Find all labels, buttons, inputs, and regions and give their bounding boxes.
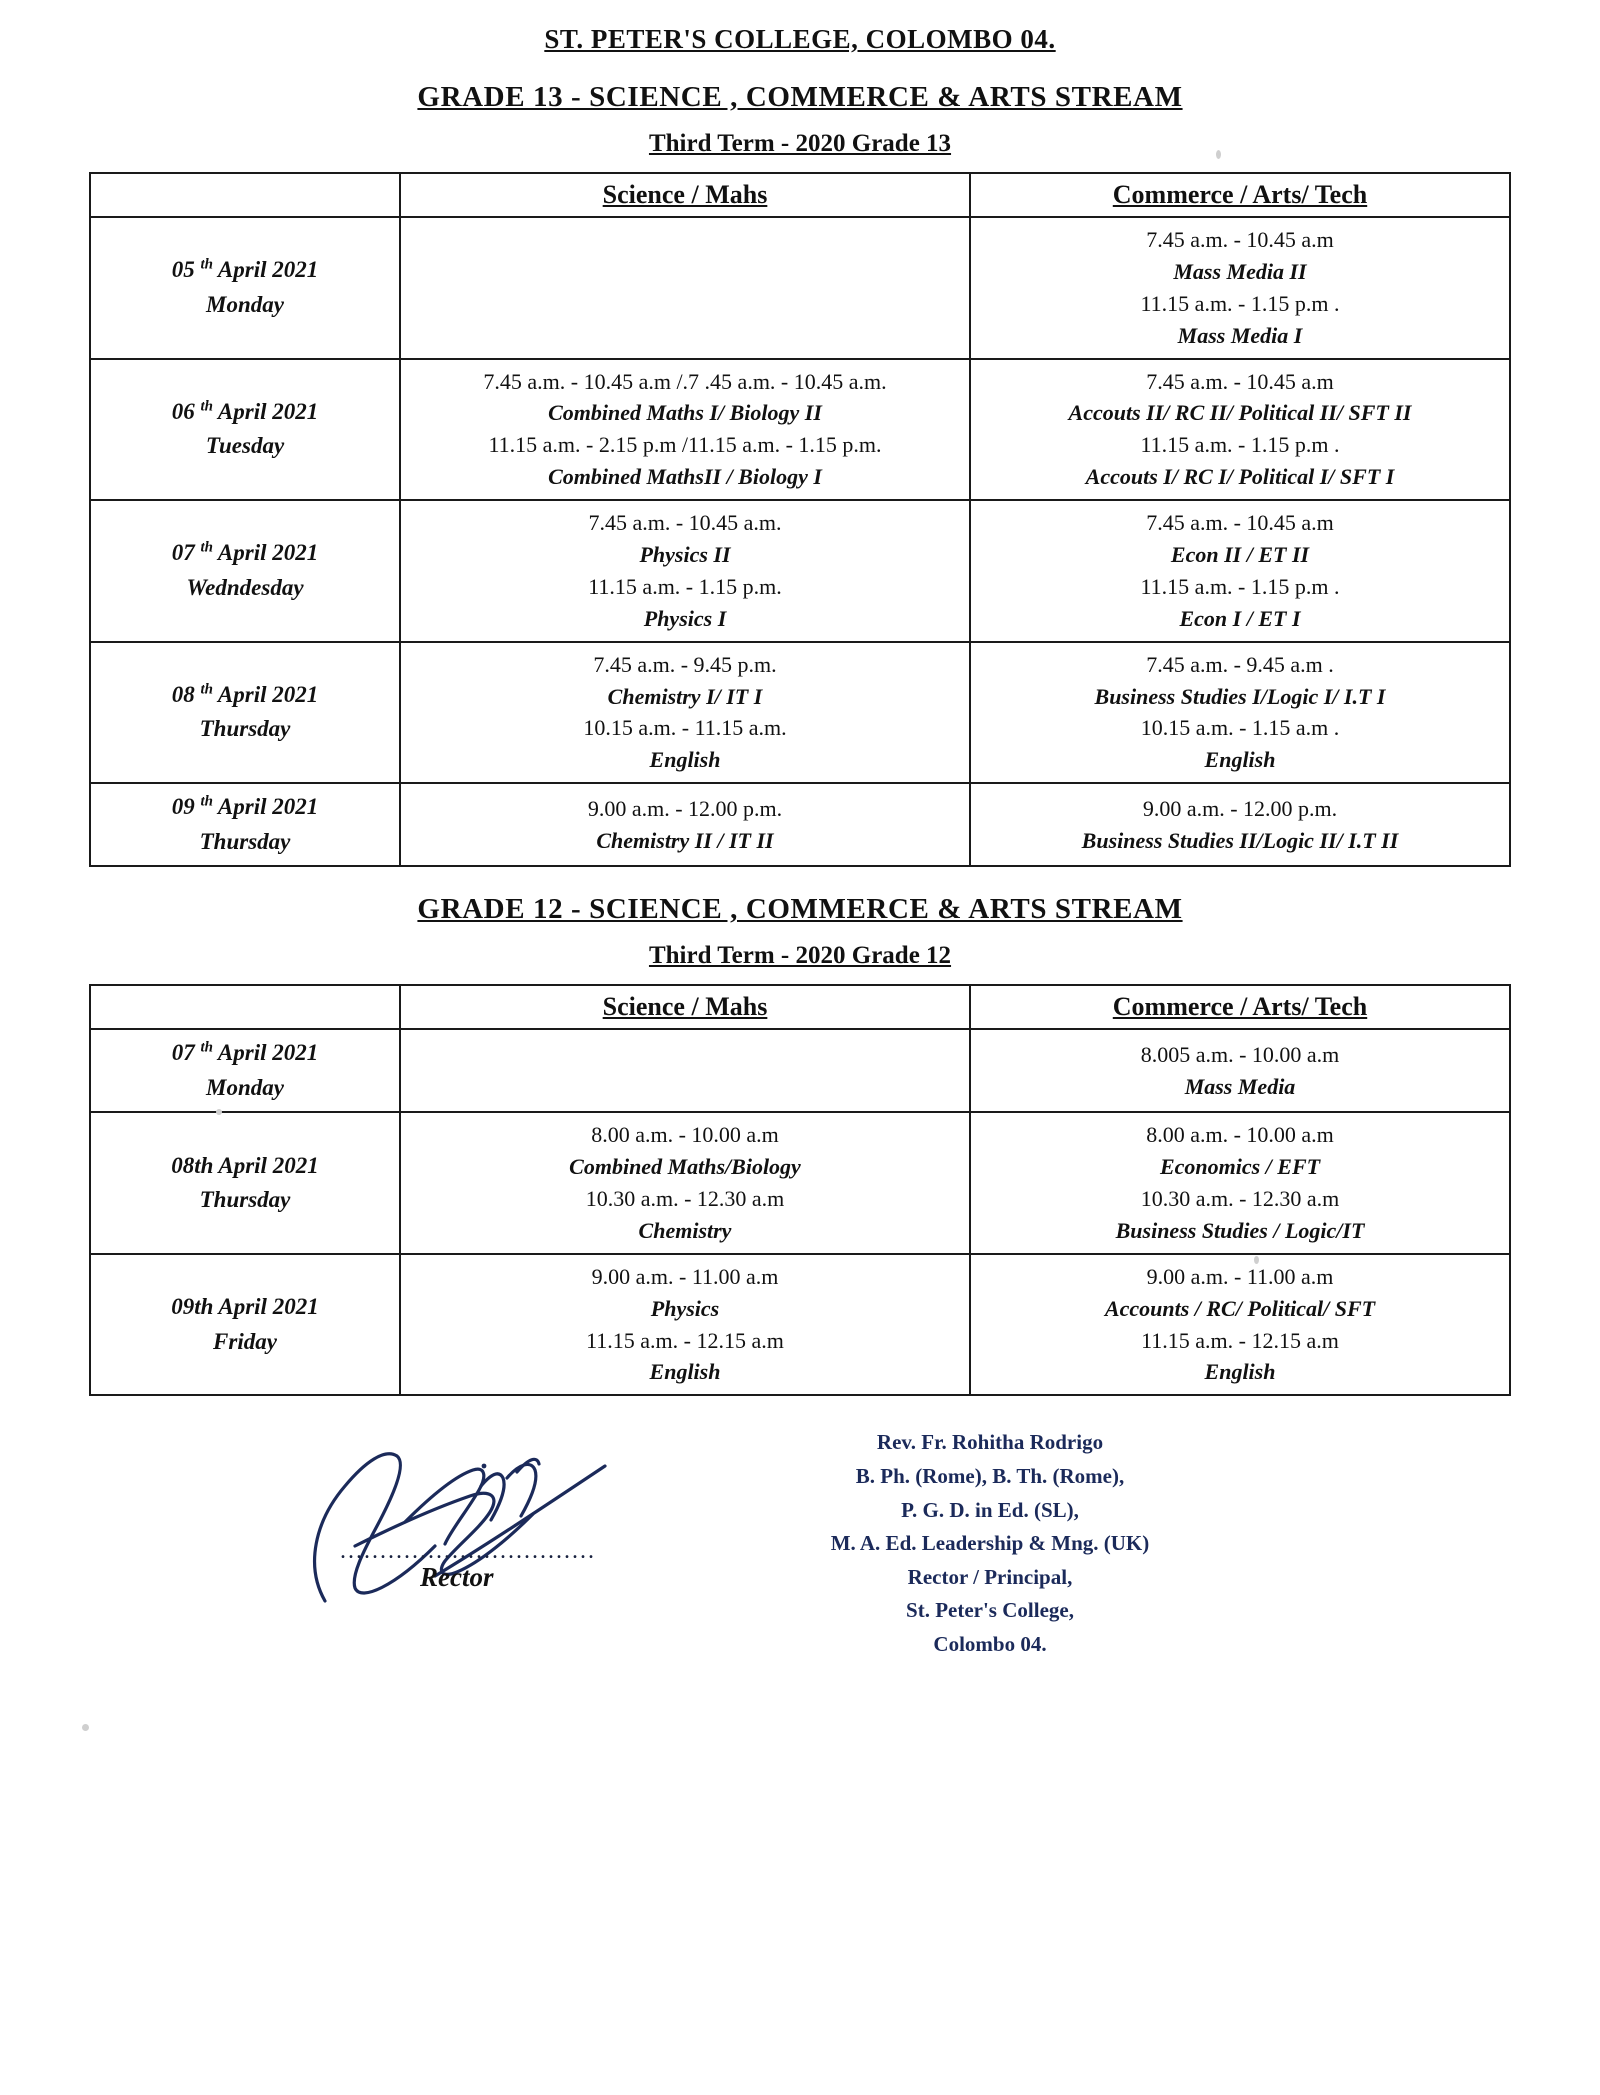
exam-subject: Business Studies II/Logic II/ I.T II xyxy=(1081,827,1399,853)
exam-time: 8.005 a.m. - 10.00 a.m xyxy=(1140,1041,1340,1067)
rector-detail-line: B. Ph. (Rome), B. Th. (Rome), xyxy=(855,1463,1125,1488)
page-speck xyxy=(1254,1256,1259,1264)
exam-date: 07 $^{th}$ April 2021 xyxy=(171,1039,319,1066)
exam-time: 7.45 a.m. - 9.45 p.m. xyxy=(593,651,777,677)
rector-detail-line: Rector / Principal, xyxy=(907,1564,1073,1589)
exam-subject: Business Studies I/Logic I/ I.T I xyxy=(1094,683,1386,709)
exam-weekday: Friday xyxy=(213,1328,277,1354)
rector-detail-line: Rev. Fr. Rohitha Rodrigo xyxy=(876,1430,1104,1455)
exam-time: 7.45 a.m. - 10.45 a.m xyxy=(1146,510,1334,536)
exam-time: 8.00 a.m. - 10.00 a.m xyxy=(1146,1122,1334,1148)
exam-weekday: Tuesday xyxy=(205,433,285,459)
exam-date: 07 $^{th}$ April 2021 xyxy=(171,539,319,566)
exam-slot xyxy=(400,500,970,642)
exam-subject: Physics xyxy=(650,1295,720,1321)
exam-date: 06 $^{th}$ April 2021 xyxy=(171,398,319,424)
exam-slot xyxy=(400,359,970,501)
exam-time: 11.15 a.m. - 1.15 p.m . xyxy=(1140,290,1340,316)
exam-subject: Accouts I/ RC I/ Political I/ SFT I xyxy=(1085,464,1395,490)
exam-slot xyxy=(970,1029,1510,1112)
exam-subject: Mass Media II xyxy=(1173,258,1307,284)
exam-time: 7.45 a.m. - 10.45 a.m /.7 .45 a.m. - 10.45 a.m. xyxy=(483,368,887,394)
exam-slot xyxy=(970,642,1510,784)
signature-dotted-line: ................................ xyxy=(340,1538,596,1565)
exam-slot xyxy=(970,783,1510,866)
exam-slot xyxy=(400,783,970,866)
exam-subject: Physics I xyxy=(643,605,727,631)
exam-slot xyxy=(970,1254,1510,1396)
exam-time: 10.30 a.m. - 12.30 a.m xyxy=(1140,1186,1340,1212)
exam-subject: Combined MathsII / Biology I xyxy=(548,464,822,490)
exam-date: 05 $^{th}$ April 2021 xyxy=(171,256,319,283)
exam-subject: English xyxy=(649,747,721,773)
grade12-timetable xyxy=(89,984,1511,1396)
table-row xyxy=(90,500,1510,642)
exam-slot xyxy=(400,1254,970,1396)
table-row xyxy=(90,359,1510,501)
exam-subject: Mass Media xyxy=(1184,1073,1296,1099)
rector-detail-line: P. G. D. in Ed. (SL), xyxy=(901,1497,1079,1522)
table-row xyxy=(90,1254,1510,1396)
header-commerce: Commerce / Arts/ Tech xyxy=(970,985,1510,1029)
exam-time: 7.45 a.m. - 10.45 a.m xyxy=(1146,227,1334,252)
grade13-timetable xyxy=(89,172,1511,867)
table-row xyxy=(90,642,1510,784)
exam-slot-empty xyxy=(400,217,970,359)
exam-subject: Econ I / ET I xyxy=(1179,605,1301,631)
exam-slot xyxy=(970,500,1510,642)
exam-date: 09th April 2021 xyxy=(171,1294,319,1320)
exam-date: 08 $^{th}$ April 2021 xyxy=(171,681,319,707)
exam-time: 7.45 a.m. - 10.45 a.m. xyxy=(588,510,782,536)
exam-time: 7.45 a.m. - 10.45 a.m xyxy=(1146,368,1334,394)
exam-time: 9.00 a.m. - 11.00 a.m xyxy=(1146,1263,1334,1289)
rector-details xyxy=(760,1426,1220,1661)
exam-date-cell xyxy=(90,1254,400,1396)
exam-slot xyxy=(970,359,1510,501)
exam-time: 9.00 a.m. - 12.00 p.m. xyxy=(1142,795,1338,821)
exam-time: 7.45 a.m. - 9.45 a.m . xyxy=(1146,651,1334,677)
exam-date-cell xyxy=(90,500,400,642)
table-header-row xyxy=(90,985,1510,1029)
exam-subject: Combined Maths/Biology xyxy=(569,1154,801,1180)
exam-date-cell xyxy=(90,642,400,784)
exam-time: 11.15 a.m. - 1.15 p.m . xyxy=(1140,573,1340,599)
exam-subject: Chemistry II / IT II xyxy=(596,827,774,853)
exam-time: 9.00 a.m. - 12.00 p.m. xyxy=(587,795,783,821)
exam-weekday: Wedndesday xyxy=(186,574,304,600)
rector-signature-label: Rector xyxy=(420,1562,494,1593)
exam-weekday: Monday xyxy=(206,291,284,317)
rector-detail-line: St. Peter's College, xyxy=(906,1598,1074,1623)
exam-date-cell xyxy=(90,217,400,359)
grade13-heading: GRADE 13 - SCIENCE , COMMERCE & ARTS STREAM xyxy=(417,81,1183,113)
exam-time: 11.15 a.m. - 12.15 a.m xyxy=(1141,1327,1339,1353)
exam-date-cell xyxy=(90,1112,400,1254)
exam-time: 11.15 a.m. - 1.15 p.m . xyxy=(1140,432,1340,458)
header-date-blank xyxy=(90,173,400,217)
table-row xyxy=(90,1112,1510,1254)
header-science: Science / Mahs xyxy=(400,173,970,217)
exam-slot xyxy=(970,1112,1510,1254)
exam-time: 8.00 a.m. - 10.00 a.m xyxy=(591,1122,779,1148)
exam-time: 11.15 a.m. - 2.15 p.m /11.15 a.m. - 1.15 p.m. xyxy=(488,432,882,458)
exam-subject: Economics / EFT xyxy=(1159,1154,1321,1180)
exam-subject: Combined Maths I/ Biology II xyxy=(548,400,822,426)
exam-slot xyxy=(970,217,1510,359)
signature-area xyxy=(0,1406,1600,1666)
exam-time: 9.00 a.m. - 11.00 a.m xyxy=(591,1263,779,1289)
grade13-term-heading: Third Term - 2020 Grade 13 xyxy=(648,130,952,157)
exam-time: 11.15 a.m. - 1.15 p.m. xyxy=(588,573,782,599)
exam-subject: English xyxy=(1204,747,1276,773)
exam-date-cell xyxy=(90,1029,400,1112)
grade12-heading: GRADE 12 - SCIENCE , COMMERCE & ARTS STREAM xyxy=(417,893,1183,926)
exam-time: 11.15 a.m. - 12.15 a.m xyxy=(586,1327,784,1353)
page-speck xyxy=(1216,150,1221,159)
exam-subject: English xyxy=(649,1359,721,1385)
exam-subject: Accounts / RC/ Political/ SFT xyxy=(1104,1295,1376,1321)
exam-date: 09 $^{th}$ April 2021 xyxy=(171,793,319,820)
exam-subject: Chemistry xyxy=(638,1217,732,1243)
page-speck xyxy=(82,1724,89,1731)
exam-subject: English xyxy=(1204,1359,1276,1385)
rector-detail-line: Colombo 04. xyxy=(933,1631,1047,1656)
table-row xyxy=(90,783,1510,866)
exam-slot-empty xyxy=(400,1029,970,1112)
exam-subject: Chemistry I/ IT I xyxy=(607,683,763,709)
exam-subject: Physics II xyxy=(639,542,731,568)
exam-weekday: Monday xyxy=(206,1074,284,1100)
exam-subject: Mass Media I xyxy=(1177,322,1303,348)
exam-weekday: Thursday xyxy=(199,716,291,742)
exam-date: 08th April 2021 xyxy=(171,1152,319,1178)
header-commerce: Commerce / Arts/ Tech xyxy=(970,173,1510,217)
page-speck xyxy=(216,1109,222,1115)
exam-weekday: Thursday xyxy=(199,1187,291,1213)
exam-slot xyxy=(400,642,970,784)
table-row xyxy=(90,1029,1510,1112)
exam-slot xyxy=(400,1112,970,1254)
exam-date-cell xyxy=(90,359,400,501)
grade12-term-heading: Third Term - 2020 Grade 12 xyxy=(648,942,952,970)
exam-subject: Econ II / ET II xyxy=(1170,542,1310,568)
exam-time: 10.15 a.m. - 11.15 a.m. xyxy=(583,715,787,741)
header-science: Science / Mahs xyxy=(400,985,970,1029)
header-date-blank xyxy=(90,985,400,1029)
exam-timetable-page xyxy=(0,24,1600,2095)
school-title: ST. PETER'S COLLEGE, COLOMBO 04. xyxy=(544,24,1056,54)
rector-detail-line: M. A. Ed. Leadership & Mng. (UK) xyxy=(830,1531,1150,1556)
exam-subject: Business Studies / Logic/IT xyxy=(1115,1217,1365,1243)
exam-weekday: Thursday xyxy=(199,828,291,854)
exam-date-cell xyxy=(90,783,400,866)
exam-subject: Accouts II/ RC II/ Political II/ SFT II xyxy=(1068,400,1412,426)
exam-time: 10.15 a.m. - 1.15 a.m . xyxy=(1140,715,1340,741)
table-header-row xyxy=(90,173,1510,217)
exam-time: 10.30 a.m. - 12.30 a.m xyxy=(585,1186,785,1212)
table-row xyxy=(90,217,1510,359)
